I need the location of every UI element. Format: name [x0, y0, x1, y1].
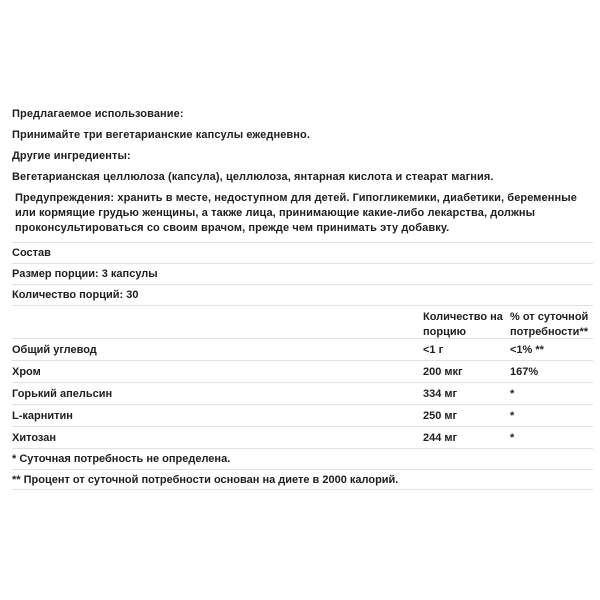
- footnote-text: * Суточная потребность не определена.: [12, 453, 231, 465]
- amount-cell: <1 г: [423, 343, 444, 356]
- header-amount-column: Количество на порцию: [423, 311, 503, 338]
- footnote-text: ** Процент от суточной потребности основан на диете в 2000 калорий.: [12, 473, 399, 486]
- amount-cell: 200 мкг: [423, 365, 463, 378]
- other-ingredients-label: Другие ингредиенты:: [12, 150, 131, 162]
- footnote-percent-daily-value-basis: [12, 469, 593, 490]
- table-row: [12, 360, 593, 382]
- daily-value-cell: *: [510, 409, 515, 422]
- daily-value-cell: *: [510, 431, 515, 444]
- serving-size-row: [12, 263, 593, 284]
- facts-section-title-row: [12, 242, 593, 263]
- suggested-use-label: Предлагаемое использование:: [12, 108, 184, 120]
- servings-per-container-row: [12, 284, 593, 305]
- suggested-use-text: Принимайте три вегетарианские капсулы ежедневно.: [12, 129, 311, 141]
- table-row: [12, 338, 593, 360]
- supplement-info-sheet: [12, 0, 593, 490]
- servings-per-container-text: Количество порций: 30: [12, 289, 139, 301]
- footnote-daily-value-not-established: [12, 448, 593, 469]
- table-row: [12, 382, 593, 404]
- table-row: [12, 404, 593, 426]
- facts-table: [12, 305, 593, 490]
- ingredient-name-cell: Хром: [12, 365, 41, 378]
- header-daily-value-column: % от суточной потребности**: [510, 311, 589, 338]
- facts-table-header: [12, 305, 593, 338]
- amount-cell: 334 мг: [423, 387, 458, 400]
- daily-value-cell: 167%: [510, 365, 539, 378]
- amount-cell: 250 мг: [423, 409, 458, 422]
- facts-section-title: Состав: [12, 247, 51, 259]
- daily-value-cell: *: [510, 387, 515, 400]
- ingredient-name-cell: Общий углевод: [12, 343, 97, 356]
- header-ingredient-column: [12, 310, 423, 338]
- daily-value-cell: <1% **: [510, 343, 544, 356]
- serving-size-text: Размер порции: 3 капсулы: [12, 268, 158, 280]
- other-ingredients-text: Вегетарианская целлюлоза (капсула), целлюлоза, янтарная кислота и стеарат магния.: [12, 171, 494, 183]
- ingredient-name-cell: Горький апельсин: [12, 387, 113, 400]
- ingredient-name-cell: L-карнитин: [12, 409, 73, 422]
- warnings-text: Предупреждения: хранить в месте, недоступном для детей. Гипогликемики, диабетики, беременные или кормящие грудью женщины, а также лица, принимающие какие-либо лекарства, должны проконсультироваться со своим врачом, прежде чем принимать эту добавку.: [15, 192, 577, 234]
- amount-cell: 244 мг: [423, 431, 458, 444]
- ingredient-name-cell: Хитозан: [12, 431, 56, 444]
- table-row: [12, 426, 593, 448]
